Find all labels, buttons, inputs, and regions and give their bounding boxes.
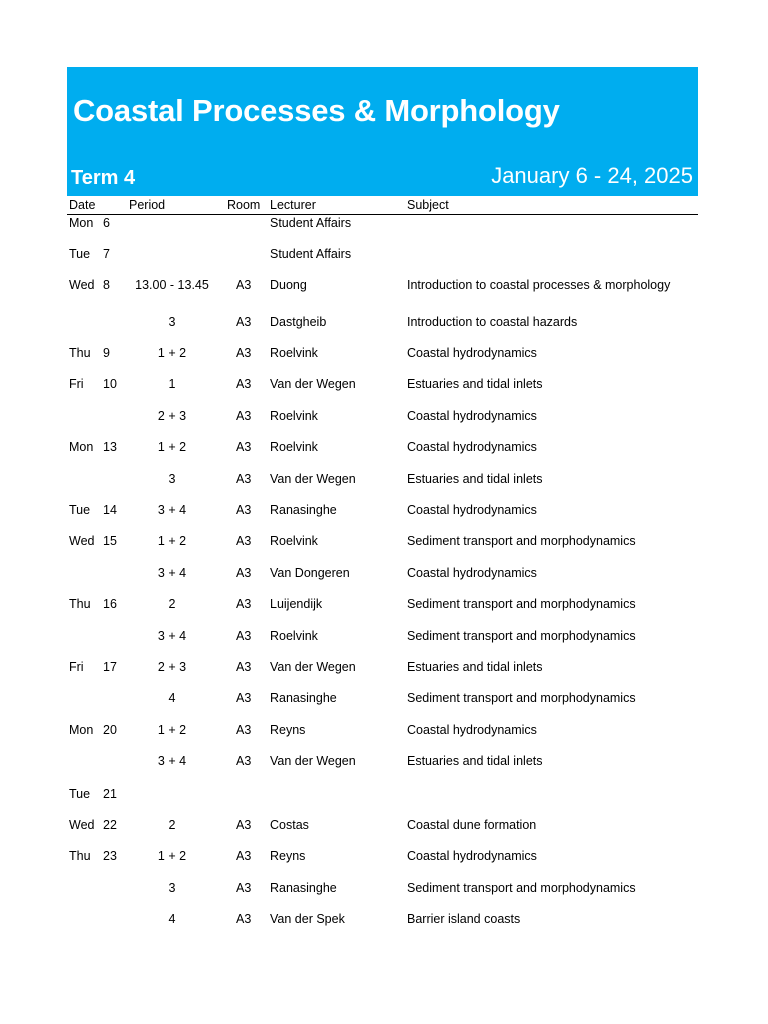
cell-day: Wed bbox=[69, 818, 95, 832]
table-row bbox=[67, 628, 698, 646]
table-row bbox=[67, 786, 698, 804]
table-row bbox=[67, 376, 698, 394]
table-row bbox=[67, 817, 698, 835]
table-row bbox=[67, 277, 698, 295]
cell-date-number: 20 bbox=[103, 723, 117, 737]
cell-room: A3 bbox=[236, 723, 252, 737]
cell-period: 1 bbox=[168, 377, 176, 391]
cell-subject: Coastal hydrodynamics bbox=[407, 440, 537, 454]
table-row bbox=[67, 246, 698, 264]
cell-lecturer: Van der Wegen bbox=[270, 472, 356, 486]
cell-lecturer: Roelvink bbox=[270, 534, 318, 548]
table-row bbox=[67, 659, 698, 677]
cell-period: 3 + 4 bbox=[157, 566, 187, 580]
cell-period: 1 + 2 bbox=[157, 849, 187, 863]
cell-day: Wed bbox=[69, 278, 95, 292]
cell-period: 3 bbox=[168, 315, 176, 329]
cell-room: A3 bbox=[236, 754, 252, 768]
cell-subject: Coastal hydrodynamics bbox=[407, 503, 537, 517]
table-row bbox=[67, 345, 698, 363]
cell-lecturer: Ranasinghe bbox=[270, 503, 337, 517]
cell-subject: Estuaries and tidal inlets bbox=[407, 377, 543, 391]
cell-room: A3 bbox=[236, 660, 252, 674]
cell-room: A3 bbox=[236, 597, 252, 611]
cell-room: A3 bbox=[236, 849, 252, 863]
table-row bbox=[67, 215, 698, 233]
table-row bbox=[67, 880, 698, 898]
cell-subject: Coastal hydrodynamics bbox=[407, 849, 537, 863]
cell-period: 1 + 2 bbox=[157, 440, 187, 454]
column-header-lecturer: Lecturer bbox=[270, 198, 316, 212]
cell-subject: Coastal hydrodynamics bbox=[407, 409, 537, 423]
cell-date-number: 8 bbox=[103, 278, 110, 292]
cell-date-number: 17 bbox=[103, 660, 117, 674]
cell-subject: Introduction to coastal hazards bbox=[407, 315, 578, 329]
table-row bbox=[67, 753, 698, 771]
cell-period: 13.00 - 13.45 bbox=[135, 278, 209, 292]
cell-room: A3 bbox=[236, 346, 252, 360]
cell-date-number: 6 bbox=[103, 216, 110, 230]
cell-room: A3 bbox=[236, 534, 252, 548]
cell-day: Fri bbox=[69, 377, 84, 391]
cell-period: 1 + 2 bbox=[157, 534, 187, 548]
cell-subject: Sediment transport and morphodynamics bbox=[407, 691, 636, 705]
table-row bbox=[67, 596, 698, 614]
table-row bbox=[67, 848, 698, 866]
cell-room: A3 bbox=[236, 629, 252, 643]
cell-date-number: 7 bbox=[103, 247, 110, 261]
cell-lecturer: Roelvink bbox=[270, 409, 318, 423]
cell-period: 3 + 4 bbox=[157, 629, 187, 643]
column-header-date: Date bbox=[69, 198, 96, 212]
cell-subject: Sediment transport and morphodynamics bbox=[407, 629, 636, 643]
schedule-table-body bbox=[67, 0, 698, 1024]
cell-date-number: 14 bbox=[103, 503, 117, 517]
table-row bbox=[67, 502, 698, 520]
cell-room: A3 bbox=[236, 472, 252, 486]
cell-lecturer: Van der Wegen bbox=[270, 754, 356, 768]
cell-lecturer: Van der Spek bbox=[270, 912, 345, 926]
cell-lecturer: Roelvink bbox=[270, 440, 318, 454]
column-header-subject: Subject bbox=[407, 198, 449, 212]
cell-day: Fri bbox=[69, 660, 84, 674]
table-row bbox=[67, 471, 698, 489]
cell-subject: Estuaries and tidal inlets bbox=[407, 754, 543, 768]
cell-day: Mon bbox=[69, 440, 94, 454]
cell-date-number: 10 bbox=[103, 377, 117, 391]
cell-period: 2 bbox=[168, 818, 176, 832]
cell-day: Tue bbox=[69, 503, 91, 517]
column-header-room: Room bbox=[227, 198, 261, 212]
cell-period: 1 + 2 bbox=[157, 723, 187, 737]
table-row bbox=[67, 565, 698, 583]
cell-room: A3 bbox=[236, 881, 252, 895]
cell-subject: Estuaries and tidal inlets bbox=[407, 660, 543, 674]
cell-period: 2 bbox=[168, 597, 176, 611]
cell-lecturer: Van der Wegen bbox=[270, 660, 356, 674]
cell-day: Tue bbox=[69, 787, 91, 801]
cell-room: A3 bbox=[236, 912, 252, 926]
cell-room: A3 bbox=[236, 691, 252, 705]
cell-room: A3 bbox=[236, 818, 252, 832]
table-row bbox=[67, 408, 698, 426]
cell-room: A3 bbox=[236, 566, 252, 580]
cell-day: Mon bbox=[69, 723, 94, 737]
cell-subject: Coastal hydrodynamics bbox=[407, 723, 537, 737]
cell-subject: Coastal dune formation bbox=[407, 818, 537, 832]
cell-lecturer: Costas bbox=[270, 818, 309, 832]
cell-date-number: 9 bbox=[103, 346, 110, 360]
cell-room: A3 bbox=[236, 503, 252, 517]
table-row bbox=[67, 911, 698, 929]
cell-room: A3 bbox=[236, 377, 252, 391]
cell-subject: Estuaries and tidal inlets bbox=[407, 472, 543, 486]
cell-date-number: 13 bbox=[103, 440, 117, 454]
date-range: January 6 - 24, 2025 bbox=[491, 163, 693, 188]
cell-subject: Coastal hydrodynamics bbox=[407, 566, 537, 580]
table-row bbox=[67, 722, 698, 740]
cell-room: A3 bbox=[236, 278, 252, 292]
cell-lecturer: Reyns bbox=[270, 849, 306, 863]
term-label: Term 4 bbox=[71, 167, 136, 189]
cell-lecturer: Van der Wegen bbox=[270, 377, 356, 391]
cell-day: Wed bbox=[69, 534, 95, 548]
cell-date-number: 22 bbox=[103, 818, 117, 832]
cell-day: Mon bbox=[69, 216, 94, 230]
cell-period: 2 + 3 bbox=[157, 409, 187, 423]
table-row bbox=[67, 314, 698, 332]
cell-period: 2 + 3 bbox=[157, 660, 187, 674]
cell-lecturer: Student Affairs bbox=[270, 247, 352, 261]
cell-period: 4 bbox=[168, 912, 176, 926]
cell-period: 3 bbox=[168, 472, 176, 486]
cell-subject: Introduction to coastal processes & morphology bbox=[407, 278, 671, 292]
cell-date-number: 15 bbox=[103, 534, 117, 548]
table-row bbox=[67, 690, 698, 708]
cell-subject: Sediment transport and morphodynamics bbox=[407, 534, 636, 548]
cell-period: 1 + 2 bbox=[157, 346, 187, 360]
cell-lecturer: Ranasinghe bbox=[270, 691, 337, 705]
table-row bbox=[67, 439, 698, 457]
cell-lecturer: Reyns bbox=[270, 723, 306, 737]
cell-period: 3 bbox=[168, 881, 176, 895]
cell-lecturer: Ranasinghe bbox=[270, 881, 337, 895]
cell-lecturer: Student Affairs bbox=[270, 216, 352, 230]
cell-lecturer: Dastgheib bbox=[270, 315, 327, 329]
cell-room: A3 bbox=[236, 440, 252, 454]
cell-lecturer: Luijendijk bbox=[270, 597, 323, 611]
cell-subject: Sediment transport and morphodynamics bbox=[407, 881, 636, 895]
cell-subject: Coastal hydrodynamics bbox=[407, 346, 537, 360]
cell-lecturer: Roelvink bbox=[270, 346, 318, 360]
cell-day: Thu bbox=[69, 849, 91, 863]
cell-day: Thu bbox=[69, 346, 91, 360]
cell-period: 3 + 4 bbox=[157, 754, 187, 768]
cell-period: 3 + 4 bbox=[157, 503, 187, 517]
cell-lecturer: Duong bbox=[270, 278, 307, 292]
cell-subject: Barrier island coasts bbox=[407, 912, 521, 926]
page-title: Coastal Processes & Morphology bbox=[73, 93, 560, 128]
cell-date-number: 23 bbox=[103, 849, 117, 863]
cell-lecturer: Roelvink bbox=[270, 629, 318, 643]
cell-day: Tue bbox=[69, 247, 91, 261]
cell-date-number: 21 bbox=[103, 787, 117, 801]
cell-period: 4 bbox=[168, 691, 176, 705]
column-header-period: Period bbox=[129, 198, 166, 212]
cell-room: A3 bbox=[236, 409, 252, 423]
cell-lecturer: Van Dongeren bbox=[270, 566, 350, 580]
cell-date-number: 16 bbox=[103, 597, 117, 611]
cell-day: Thu bbox=[69, 597, 91, 611]
cell-room: A3 bbox=[236, 315, 252, 329]
table-row bbox=[67, 533, 698, 551]
cell-subject: Sediment transport and morphodynamics bbox=[407, 597, 636, 611]
